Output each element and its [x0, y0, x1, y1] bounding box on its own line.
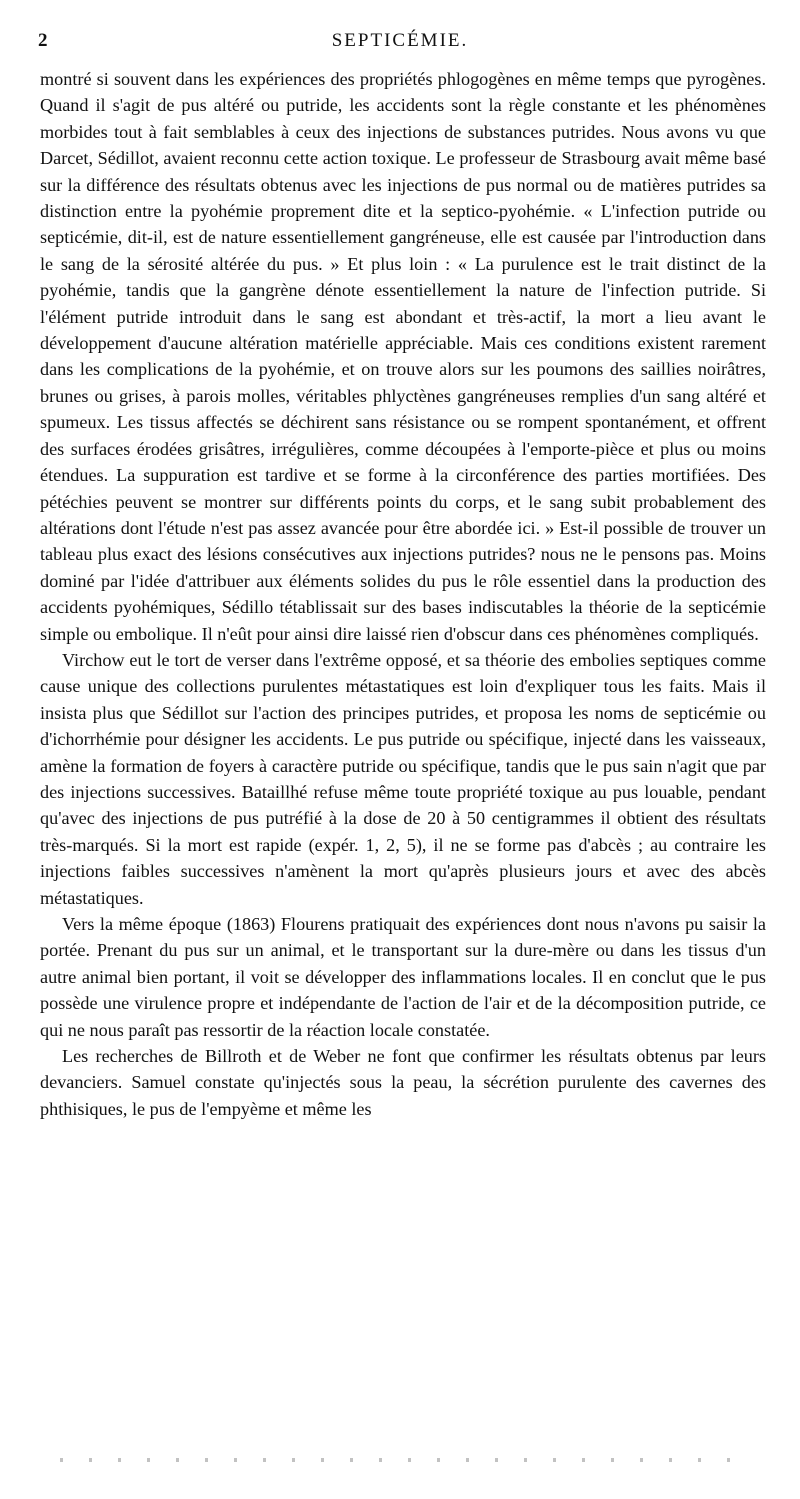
scan-artifact-line: [60, 1458, 740, 1462]
paragraph-flourens: Vers la même époque (1863) Flourens pratiquait des expériences dont nous n'avons pu saisir la portée. Prenant du pus sur un animal, et le transportant sur la dure-mère ou dans les tissus d'un autre animal bien portant, il voit se développer des inflammations locales. Il en conclut que le pus possède une virulence propre et indépendante de l'action de l'air et de la décomposition putride, ce qui ne nous paraît pas ressortir de la réaction locale constatée.: [40, 914, 766, 1040]
paragraph-billroth: Les recherches de Billroth et de Weber ne font que confirmer les résultats obtenus par leurs devanciers. Samuel constate qu'injectés sous la peau, la sécrétion purulente des cavernes des phthisiques, le pus de l'empyème et même les: [40, 1046, 766, 1119]
running-head: [38, 30, 762, 56]
body-text: [40, 66, 766, 1122]
running-title: SEPTICÉMIE.: [331, 30, 469, 51]
paragraph-virchow: Virchow eut le tort de verser dans l'extrême opposé, et sa théorie des embolies septiques comme cause unique des collections purulentes métastatiques est loin d'expliquer tous les faits. Mais il insista plus que Sédillot sur l'action des principes putrides, et proposa les noms de septicémie ou d'ichorrhémie pour désigner les accidents. Le pus putride ou spécifique, injecté dans les vaisseaux, amène la formation de foyers à caractère putride ou spécifique, tandis que le pus sain n'agit que par des injections successives. Bataillhé refuse même toute propriété toxique au pus louable, pendant qu'avec des injections de pus putréfié à la dose de 20 à 50 centigrammes il obtient des résultats très-marqués. Si la mort est rapide (expér. 1, 2, 5), il ne se forme pas d'abcès ; au contraire les injections faibles successives n'amènent la mort qu'après plusieurs jours et avec des abcès métastatiques.: [40, 649, 766, 908]
paragraph-continuation: montré si souvent dans les expériences des propriétés phlogogènes en même temps que pyrogènes. Quand il s'agit de pus altéré ou putride, les accidents sont la règle constante et les phénomènes morbides tout à fait semblables à ceux des injections de substances putrides. Nous avons vu que Darcet, Sédillot, avaient reconnu cette action toxique. Le professeur de Strasbourg avait même basé sur la différence des résultats obtenus avec les injections de pus normal ou de matières putrides sa distinction entre la pyohémie proprement dite et la septico-pyohémie. « L'infection putride ou septicémie, dit-il, est de nature essentiellement gangréneuse, elle est causée par l'introduction dans le sang de la sérosité altérée du pus. » Et plus loin : « La purulence est le trait distinct de la pyohémie, tandis que la gangrène dénote essentiellement la nature de l'infection putride. Si l'élément putride introduit dans le sang est abondant et très-actif, la mort a lieu avant le développement d'aucune altération matérielle appréciable. Mais ces conditions existent rarement dans les complications de la pyohémie, et on trouve alors sur les poumons des saillies noirâtres, brunes ou grises, à parois molles, véritables phlyctènes gangréneuses remplies d'un sang altéré et spumeux. Les tissus affectés se déchirent sans résistance ou se rompent spontanément, et offrent des surfaces érodées grisâtres, irrégulières, comme découpées à l'emporte-pièce et plus ou moins étendues. La suppuration est tardive et se forme à la circonférence des parties mortifiées. Des pétéchies peuvent se montrer sur différents points du corps, et le sang subit probablement des altérations dont l'étude n'est pas assez avancée pour être abordée ici. » Est-il possible de trouver un tableau plus exact des lésions consécutives aux injections putrides? nous ne le pensons pas. Moins dominé par l'idée d'attribuer aux éléments solides du pus le rôle essentiel dans la production des accidents pyohémiques, Sédillo tétablissait sur des bases indiscutables la théorie de la septicémie simple ou embolique. Il n'eût pour ainsi dire laissé rien d'obscur dans ces phénomènes compliqués.: [40, 69, 766, 644]
page-number: 2: [38, 30, 48, 51]
